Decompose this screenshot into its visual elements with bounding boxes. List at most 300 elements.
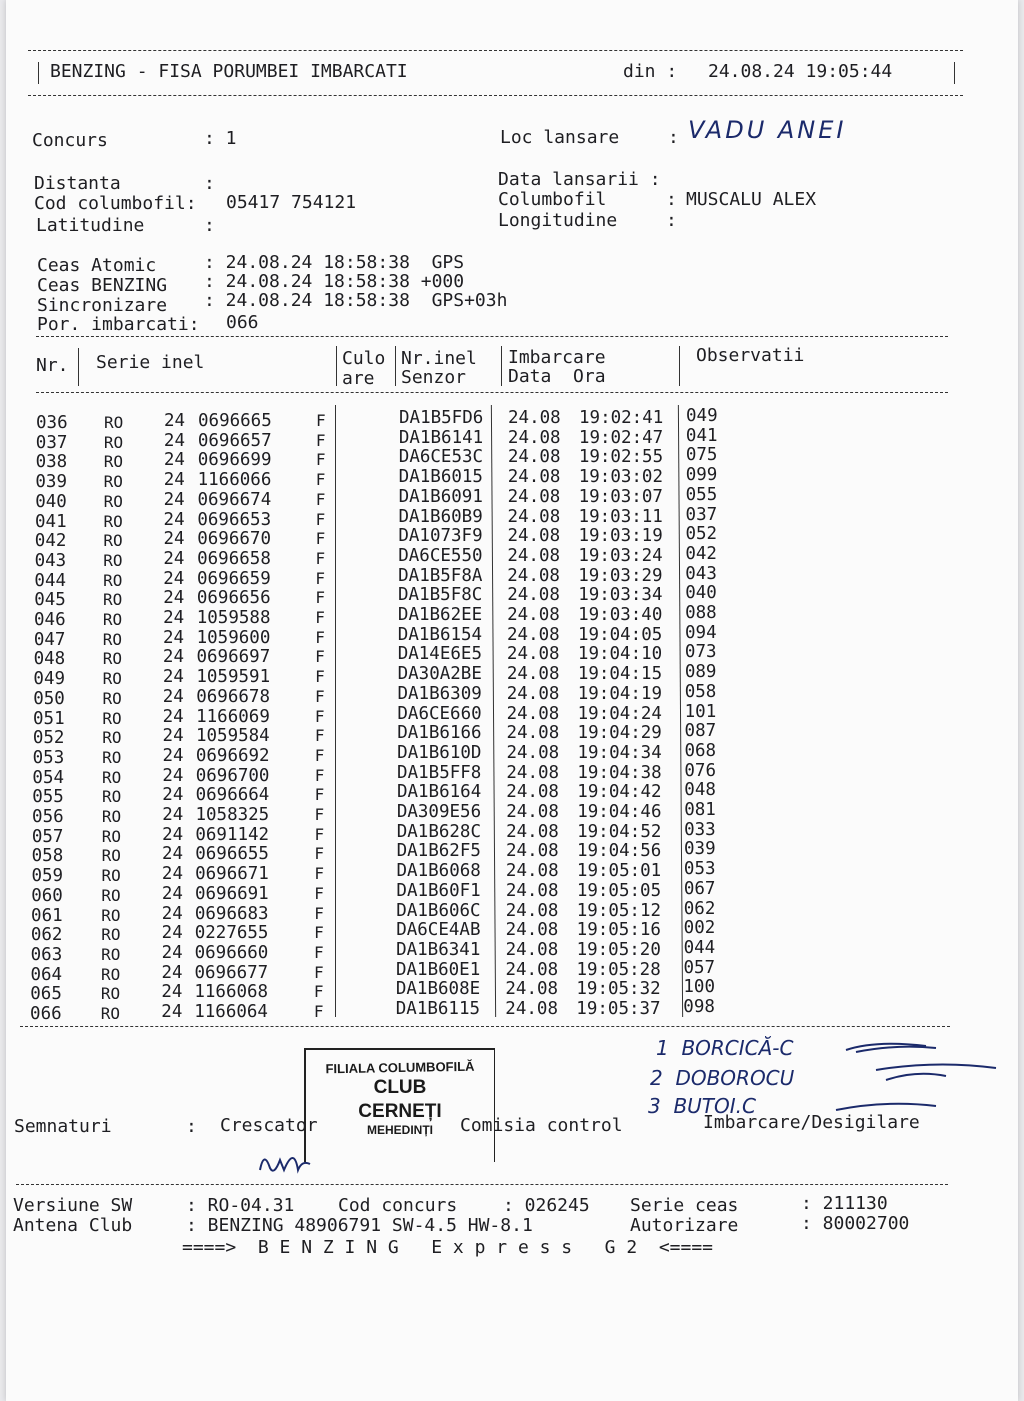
- cell-date: 24.08: [506, 782, 559, 803]
- latitudine-value: :: [204, 215, 215, 236]
- cell-ring: 1166068: [194, 982, 269, 1003]
- cell-sex: F: [315, 430, 326, 450]
- cell-country: RO: [102, 649, 122, 669]
- cell-country: RO: [103, 570, 123, 590]
- cell-obs: 076: [684, 760, 716, 781]
- cell-time: 19:02:41: [579, 408, 664, 428]
- cell-time: 19:05:28: [576, 959, 661, 980]
- cell-sex: F: [315, 489, 326, 509]
- cell-sensor: DA309E56: [396, 802, 482, 822]
- cell-sex: F: [315, 529, 326, 549]
- cell-date: 24.08: [506, 723, 560, 744]
- cell-year: 24: [162, 686, 184, 707]
- cell-sex: F: [315, 568, 326, 588]
- cell-sensor: DA1B6091: [398, 486, 483, 507]
- cell-nr: 046: [34, 610, 66, 630]
- cell-sensor: DA1B5FD6: [399, 408, 484, 428]
- cell-nr: 049: [33, 669, 66, 690]
- cell-sex: F: [315, 470, 326, 490]
- cell-sex: F: [315, 608, 325, 627]
- cell-sex: F: [315, 627, 325, 647]
- cell-country: RO: [102, 747, 122, 767]
- cell-date: 24.08: [507, 467, 561, 488]
- distanta-value: :: [204, 173, 215, 194]
- cell-year: 24: [161, 1002, 183, 1022]
- cell-nr: 064: [30, 964, 63, 985]
- cell-sex: F: [314, 903, 324, 923]
- cell-date: 24.08: [505, 920, 559, 941]
- cell-year: 24: [163, 608, 185, 628]
- cell-sex: F: [315, 588, 325, 608]
- cell-sex: F: [313, 962, 324, 982]
- cell-sex: F: [314, 686, 325, 706]
- cell-date: 24.08: [505, 999, 558, 1019]
- longitudine-value: :: [666, 210, 677, 231]
- cell-obs: 081: [684, 800, 716, 820]
- cell-date: 24.08: [506, 762, 560, 783]
- cell-sensor: DA6CE4AB: [396, 920, 481, 941]
- cell-date: 24.08: [508, 408, 561, 428]
- ceas-benzing-value: : 24.08.24 18:58:38 +000: [204, 271, 465, 292]
- cell-sex: F: [315, 647, 325, 667]
- comisia-control-label: Comisia control: [460, 1115, 623, 1136]
- cell-time: 19:04:56: [577, 841, 662, 862]
- cell-year: 24: [161, 864, 183, 885]
- cell-country: RO: [101, 787, 122, 807]
- cod-columbofil-value: 05417 754121: [226, 192, 357, 213]
- col-culoare-header-1: Culo: [342, 348, 386, 369]
- serie-ceas-label: Serie ceas: [630, 1195, 739, 1216]
- cell-year: 24: [162, 785, 184, 806]
- cell-country: RO: [103, 432, 124, 452]
- cell-year: 24: [161, 883, 183, 904]
- cell-obs: 002: [683, 918, 716, 939]
- cell-year: 24: [163, 548, 185, 569]
- distanta-label: Distanta: [34, 173, 121, 194]
- cod-concurs-value: : 026245: [503, 1195, 590, 1216]
- cell-sex: F: [315, 667, 325, 687]
- cell-time: 19:03:19: [578, 526, 663, 547]
- porumbei-imbarcati-label: Por. imbarcati:: [37, 314, 200, 335]
- cod-columbofil-label: Cod columbofil:: [34, 193, 197, 214]
- cell-year: 24: [162, 706, 184, 727]
- cell-country: RO: [101, 925, 121, 945]
- cell-nr: 044: [34, 570, 67, 591]
- cell-sex: F: [316, 411, 326, 430]
- cell-ring: 0696665: [198, 411, 272, 431]
- cell-nr: 040: [35, 491, 67, 512]
- cell-year: 24: [162, 745, 184, 766]
- body-nrinel-divider: [491, 405, 496, 1017]
- cell-nr: 051: [33, 708, 65, 729]
- cell-ring: 1059591: [196, 667, 271, 688]
- cell-sensor: DA14E6E5: [397, 644, 482, 665]
- header-bottom-rule: [28, 95, 963, 96]
- cell-nr: 052: [32, 728, 65, 749]
- cell-obs: 073: [684, 642, 717, 663]
- cell-sex: F: [315, 509, 326, 529]
- cell-sensor: DA6CE53C: [398, 447, 484, 468]
- stamp-line-4: MEHEDINȚI: [367, 1123, 433, 1137]
- cell-date: 24.08: [507, 585, 560, 606]
- cell-country: RO: [102, 688, 122, 708]
- cell-sensor: DA1B608E: [395, 979, 481, 1000]
- data-lansarii-label: Data lansarii :: [498, 169, 661, 190]
- sincronizare-label: Sincronizare: [37, 295, 168, 316]
- cell-nr: 055: [32, 787, 64, 808]
- cell-nr: 047: [33, 629, 66, 650]
- cell-sensor: DA1B6015: [398, 467, 483, 488]
- ceas-atomic-value: : 24.08.24 18:58:38 GPS: [204, 252, 465, 273]
- cell-obs: 033: [684, 819, 716, 840]
- cell-sex: F: [315, 548, 326, 568]
- cell-year: 24: [163, 430, 185, 451]
- cell-obs: 043: [685, 563, 717, 584]
- cell-country: RO: [104, 413, 124, 432]
- col-imbarcare-header-1: Imbarcare: [508, 347, 606, 368]
- cell-sensor: DA1B6068: [396, 861, 481, 882]
- col-serie-header: Serie inel: [96, 352, 205, 373]
- cell-obs: 037: [685, 504, 718, 525]
- antena-club-label: Antena Club: [13, 1215, 133, 1236]
- cell-ring: 0696659: [196, 568, 271, 589]
- cell-sensor: DA1B5FF8: [397, 762, 482, 783]
- printed-date: 24.08.24 19:05:44: [708, 61, 893, 82]
- longitudine-label: Longitudine: [498, 210, 618, 231]
- cell-date: 24.08: [507, 624, 560, 645]
- cell-obs: 062: [683, 898, 716, 919]
- cell-time: 19:05:05: [576, 880, 662, 901]
- cell-sensor: DA1B6309: [397, 683, 482, 704]
- cell-year: 24: [162, 765, 184, 786]
- cell-year: 24: [162, 667, 184, 688]
- cell-ring: 1166069: [196, 706, 270, 727]
- cell-country: RO: [103, 511, 123, 531]
- cell-date: 24.08: [506, 841, 559, 862]
- cell-nr: 041: [35, 511, 67, 532]
- col-imbarcare-divider: [679, 346, 680, 386]
- cell-time: 19:04:05: [578, 624, 663, 645]
- cell-nr: 063: [30, 944, 63, 965]
- signature-scribbles: [816, 1030, 1006, 1120]
- cell-time: 19:03:29: [578, 565, 663, 586]
- cell-date: 24.08: [507, 427, 561, 448]
- cell-obs: 044: [683, 937, 716, 958]
- cell-obs: 052: [685, 524, 718, 545]
- columbofil-colon: :: [666, 189, 677, 210]
- ceas-benzing-label: Ceas BENZING: [37, 275, 168, 296]
- cell-year: 24: [163, 470, 185, 491]
- cell-nr: 043: [34, 550, 67, 571]
- cell-obs: 041: [685, 425, 718, 446]
- cell-obs: 039: [684, 839, 716, 860]
- cell-time: 19:04:29: [577, 723, 662, 744]
- cell-date: 24.08: [507, 486, 561, 507]
- cell-obs: 087: [684, 721, 717, 742]
- cell-sensor: DA1B6164: [396, 782, 482, 803]
- cell-sensor: DA1B6141: [398, 427, 484, 448]
- cell-nr: 050: [33, 688, 65, 709]
- cell-year: 24: [163, 568, 185, 589]
- semnaturi-label: Semnaturi: [14, 1116, 112, 1137]
- signatory-1: 1 BORCICĂ-C: [656, 1036, 794, 1060]
- cell-time: 19:04:10: [577, 644, 663, 665]
- cell-time: 19:03:11: [578, 506, 663, 527]
- cell-date: 24.08: [505, 900, 559, 921]
- cell-sex: F: [313, 1002, 324, 1021]
- header-top-rule: [28, 50, 963, 51]
- stamp-line-2: CLUB: [373, 1077, 427, 1098]
- cell-sensor: DA1B60E1: [395, 959, 481, 980]
- cell-country: RO: [103, 491, 123, 511]
- loc-lansare-handwritten: VADU ANEI: [688, 116, 847, 144]
- cell-nr: 053: [32, 747, 65, 768]
- cell-sensor: DA6CE550: [398, 545, 483, 566]
- cell-date: 24.08: [506, 802, 559, 822]
- cod-concurs-label: Cod concurs: [338, 1195, 458, 1216]
- stamp-line-1: FILIALA COLUMBOFILĂ: [325, 1058, 475, 1077]
- serie-ceas-value: : 211130: [801, 1193, 888, 1214]
- cell-country: RO: [102, 629, 123, 649]
- cell-nr: 065: [30, 984, 62, 1005]
- cell-date: 24.08: [505, 939, 559, 960]
- imbarcare-desigilare-label: Imbarcare/Desigilare: [703, 1112, 920, 1133]
- cell-country: RO: [103, 590, 123, 610]
- cell-country: RO: [101, 905, 121, 925]
- cell-ring: 1059600: [196, 627, 271, 648]
- cell-nr: 042: [34, 531, 67, 552]
- cell-sex: F: [314, 844, 325, 864]
- col-observatii-header: Observatii: [696, 345, 805, 366]
- cell-sensor: DA1B628C: [396, 821, 482, 842]
- cell-time: 19:03:24: [578, 545, 663, 566]
- cell-ring: 0696653: [197, 509, 272, 530]
- cell-obs: 099: [685, 465, 718, 486]
- cell-sex: F: [314, 883, 324, 903]
- cell-obs: 057: [683, 957, 716, 978]
- cell-time: 19:04:38: [577, 762, 662, 783]
- cell-year: 24: [161, 903, 183, 924]
- cell-year: 24: [163, 489, 185, 510]
- cell-country: RO: [103, 531, 123, 551]
- cell-date: 24.08: [505, 979, 559, 1000]
- cell-sensor: DA1B5F8A: [398, 565, 483, 586]
- cell-sensor: DA1B6115: [395, 999, 481, 1019]
- cell-country: RO: [102, 669, 122, 689]
- cell-obs: 100: [683, 977, 715, 998]
- table-header-rule: [36, 392, 948, 393]
- document-title: BENZING - FISA PORUMBEI IMBARCATI: [50, 61, 408, 82]
- cell-ring: 1166064: [194, 1002, 268, 1022]
- cell-ring: 0696655: [195, 844, 269, 865]
- cell-time: 19:05:01: [576, 861, 662, 882]
- cell-year: 24: [163, 627, 185, 648]
- crescator-label: Crescator: [220, 1115, 318, 1136]
- cell-nr: 054: [32, 767, 65, 788]
- cell-country: RO: [102, 767, 122, 787]
- cell-country: RO: [101, 944, 121, 964]
- cell-nr: 038: [35, 452, 68, 473]
- cell-time: 19:03:07: [578, 486, 663, 507]
- concurs-value: : 1: [204, 128, 237, 149]
- header-left-bar: [38, 62, 39, 84]
- cell-country: RO: [100, 964, 121, 984]
- cell-nr: 061: [31, 905, 63, 926]
- cell-nr: 039: [35, 472, 67, 493]
- cell-ring: 0696674: [197, 489, 272, 510]
- cell-year: 24: [161, 942, 183, 963]
- autorizare-value: : 80002700: [801, 1213, 910, 1234]
- col-serie-divider: [336, 346, 337, 386]
- cell-country: RO: [100, 1004, 121, 1023]
- cell-obs: 049: [686, 406, 718, 426]
- cell-year: 24: [162, 647, 184, 668]
- cell-obs: 075: [685, 445, 718, 466]
- col-nrinel-header-1: Nr.inel: [401, 348, 477, 369]
- cell-nr: 059: [31, 866, 64, 887]
- cell-ring: 0696697: [196, 647, 271, 668]
- cell-ring: 0696678: [196, 686, 270, 707]
- embark-sheet: [6, 0, 1018, 1401]
- cell-date: 24.08: [505, 861, 559, 882]
- col-nr-divider: [78, 348, 79, 386]
- cell-nr: 056: [32, 807, 64, 827]
- cell-sensor: DA1B610D: [397, 742, 482, 763]
- cell-country: RO: [101, 846, 121, 866]
- cell-sex: F: [314, 805, 325, 824]
- cell-sex: F: [314, 726, 325, 746]
- autorizare-label: Autorizare: [630, 1215, 739, 1236]
- cell-sex: F: [314, 942, 324, 962]
- cell-date: 24.08: [505, 880, 559, 901]
- cell-ring: 0696700: [195, 765, 270, 786]
- cell-sensor: DA1B6154: [397, 624, 483, 645]
- cell-sensor: DA6CE660: [397, 703, 482, 724]
- columbofil-value: MUSCALU ALEX: [686, 189, 817, 210]
- cell-ring: 0696658: [197, 548, 271, 569]
- cell-nr: 058: [31, 846, 64, 867]
- cell-country: RO: [102, 728, 122, 748]
- cell-sensor: DA1073F9: [398, 526, 483, 547]
- cell-year: 24: [162, 805, 184, 825]
- header-right-bar: [954, 62, 955, 84]
- stamp-line-3: CERNEȚI: [358, 1101, 442, 1122]
- cell-ring: 0696692: [195, 745, 270, 766]
- cell-year: 24: [163, 588, 185, 609]
- col-nrinel-divider: [501, 346, 502, 386]
- cell-year: 24: [163, 529, 185, 550]
- cell-date: 24.08: [507, 447, 561, 468]
- cell-nr: 066: [30, 1004, 62, 1024]
- cell-sex: F: [314, 745, 325, 765]
- cell-obs: 068: [684, 740, 717, 761]
- cell-date: 24.08: [506, 742, 560, 763]
- cell-country: RO: [102, 610, 123, 629]
- cell-obs: 042: [685, 543, 717, 564]
- cell-sex: F: [314, 785, 325, 805]
- col-imbarcare-header-2: Data Ora: [508, 366, 606, 387]
- cell-time: 19:02:47: [578, 427, 664, 448]
- cell-time: 19:04:24: [577, 703, 662, 724]
- cell-sensor: DA30A2BE: [397, 664, 482, 685]
- benzing-express-banner: ====> B E N Z I N G E x p r e s s G 2 <====: [182, 1237, 714, 1258]
- versiune-sw-value: : RO-04.31: [186, 1195, 295, 1216]
- cell-date: 24.08: [507, 565, 560, 586]
- crescator-signature-icon: [250, 1140, 330, 1180]
- cell-ring: 0696656: [196, 588, 271, 609]
- cell-year: 24: [161, 962, 183, 983]
- cell-sensor: DA1B62F5: [396, 841, 481, 862]
- cell-obs: 088: [685, 603, 717, 623]
- cell-obs: 098: [683, 997, 715, 1017]
- cell-date: 24.08: [506, 703, 560, 724]
- cell-ring: 0696671: [195, 864, 269, 885]
- sincronizare-value: : 24.08.24 18:58:38 GPS+03h: [204, 290, 508, 311]
- loc-lansare-colon: :: [668, 127, 679, 148]
- footer-top-rule: [16, 1184, 948, 1185]
- cell-ring: 1059588: [196, 608, 271, 628]
- body-serie-divider: [335, 405, 336, 1017]
- cell-time: 19:03:34: [578, 585, 663, 606]
- cell-sensor: DA1B6166: [397, 723, 482, 744]
- cell-nr: 060: [31, 885, 63, 906]
- loc-lansare-label: Loc lansare: [500, 127, 620, 148]
- col-culoare-header-2: are: [342, 368, 375, 389]
- latitudine-label: Latitudine: [36, 215, 145, 236]
- cell-year: 24: [164, 411, 186, 431]
- cell-ring: 0696660: [194, 942, 269, 963]
- cell-sex: F: [313, 982, 324, 1002]
- cell-nr: 048: [33, 649, 66, 670]
- cell-ring: 0696677: [194, 962, 269, 983]
- cell-date: 24.08: [507, 545, 561, 566]
- date-label: din :: [623, 61, 678, 82]
- cell-ring: 0696670: [197, 529, 271, 550]
- cell-ring: 0691142: [195, 824, 270, 845]
- cell-nr: 057: [31, 826, 64, 847]
- cell-sex: F: [314, 864, 324, 884]
- cell-year: 24: [162, 844, 184, 865]
- col-nr-header: Nr.: [36, 355, 69, 376]
- cell-nr: 036: [36, 413, 68, 433]
- cell-time: 19:05:37: [576, 999, 661, 1019]
- cell-ring: 1059584: [195, 726, 270, 747]
- cell-sex: F: [314, 765, 325, 785]
- cell-time: 19:03:02: [578, 467, 664, 488]
- cell-sensor: DA1B62EE: [397, 605, 483, 625]
- cell-time: 19:05:20: [576, 939, 661, 960]
- cell-year: 24: [162, 726, 184, 747]
- cell-sex: F: [314, 923, 324, 943]
- cell-ring: 0696691: [194, 883, 269, 904]
- cell-obs: 055: [685, 484, 718, 505]
- cell-year: 24: [161, 923, 183, 944]
- cell-sensor: DA1B5F8C: [398, 585, 483, 606]
- cell-sensor: DA1B6341: [396, 939, 481, 960]
- cell-ring: 0696683: [194, 903, 269, 924]
- cell-date: 24.08: [507, 605, 560, 625]
- cell-time: 19:05:12: [576, 900, 662, 921]
- cell-nr: 045: [34, 590, 66, 611]
- cell-sex: F: [314, 706, 325, 726]
- cell-date: 24.08: [506, 683, 560, 704]
- signatory-3: 3 BUTOI.C: [648, 1094, 756, 1118]
- cell-sensor: DA1B60B9: [398, 506, 483, 527]
- cell-obs: 058: [684, 681, 717, 702]
- cell-time: 19:04:52: [577, 821, 662, 842]
- cell-time: 19:05:32: [576, 979, 661, 1000]
- porumbei-imbarcati-value: 066: [226, 312, 259, 333]
